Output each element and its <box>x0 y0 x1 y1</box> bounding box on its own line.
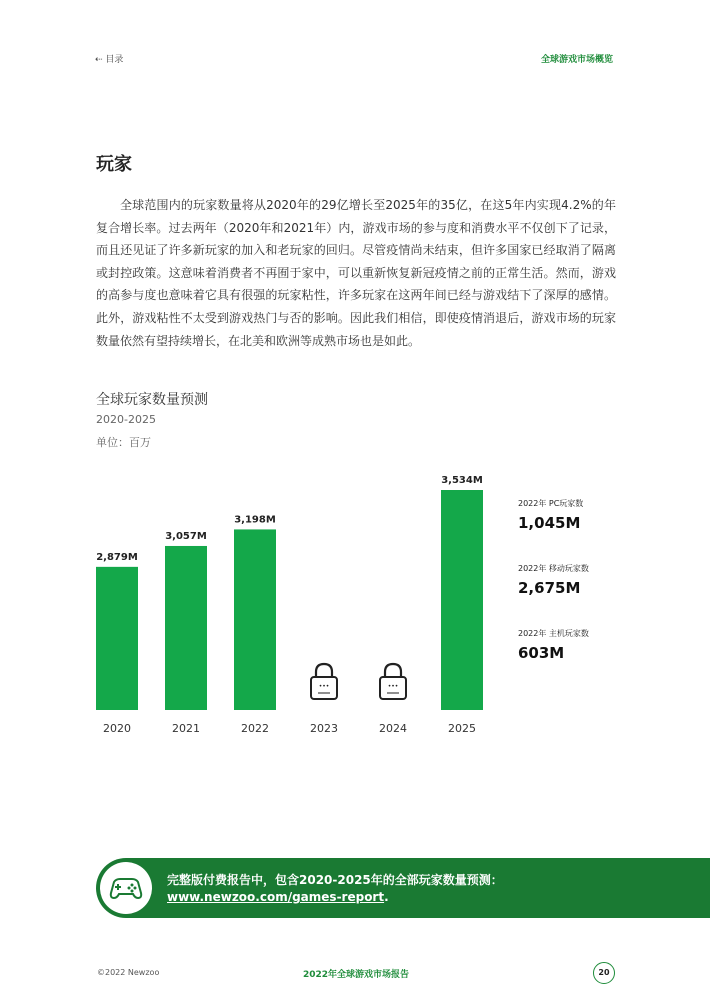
data-label-2022: 3,198M <box>234 514 276 526</box>
stat-console-value: 603M <box>518 644 565 662</box>
banner-text <box>167 872 503 906</box>
page-number: 20 <box>593 962 615 984</box>
data-label-2020: 2,879M <box>96 551 138 563</box>
stat-console <box>518 628 589 662</box>
data-label-2025: 3,534M <box>441 475 483 486</box>
section-title: 全球游戏市场概览 <box>540 55 613 65</box>
body-paragraph: 全球范围内的玩家数量将从2020年的29亿增长至2025年的35亿，在这5年内实现4.2%的年复合增长率。过去两年（2020年和2021年）内，游戏市场的参与度和消费水平不仅创下了记录，而且还见证了许多新玩家的加入和老玩家的回归。尽管疫情尚未结束，但许多国家已经取消了隔离或封控政策。这意味着消费者不再囿于家中，可以重新恢复新冠疫情之前的正常生活。然而，游戏的高参与度也意味着它具有很强的玩家粘性，许多玩家在这两年间已经与游戏结下了深厚的感情。此外，游戏粘性不太受到游戏热门与否的影响。因此我们相信，即使疫情消退后，游戏市场的玩家数量依然有望持续增长，在北美和欧洲等成熟市场也是如此。 <box>96 198 616 348</box>
banner-description: 完整版付费报告中，包含2020-2025年的全部玩家数量预测： <box>167 873 503 887</box>
toc-back-link[interactable]: ⇠ 目录 <box>95 55 124 65</box>
x-tick-2021: 2021 <box>172 722 200 735</box>
bar-2021 <box>165 546 207 710</box>
stat-mobile-label: 2022年 移动玩家数 <box>518 564 589 573</box>
chart-title: 全球玩家数量预测 <box>96 392 208 408</box>
banner-period: . <box>384 890 389 904</box>
stat-pc-label: 2022年 PC玩家数 <box>518 499 584 508</box>
page-title: 玩家 <box>96 154 132 175</box>
player-forecast-chart <box>0 460 500 750</box>
gamepad-icon <box>100 862 152 914</box>
stat-console-label: 2022年 主机玩家数 <box>518 629 589 638</box>
x-tick-2022: 2022 <box>241 722 269 735</box>
bar-2025 <box>441 490 483 710</box>
stat-mobile-value: 2,675M <box>518 579 581 597</box>
chart-subtitle: 2020-2025 <box>96 413 156 426</box>
x-tick-2025: 2025 <box>448 722 476 735</box>
stat-pc-value: 1,045M <box>518 514 581 532</box>
stat-mobile <box>518 563 589 597</box>
svg-text:•••: ••• <box>318 683 330 690</box>
stat-pc <box>518 498 583 532</box>
bar-2020 <box>96 567 138 710</box>
lock-icon <box>380 664 406 699</box>
svg-text:•••: ••• <box>387 683 399 690</box>
footer-copyright: ©2022 Newzoo <box>97 968 160 977</box>
x-tick-2023: 2023 <box>310 722 338 735</box>
x-tick-2020: 2020 <box>103 722 131 735</box>
report-link[interactable]: www.newzoo.com/games-report <box>167 890 385 904</box>
chart-unit: 单位：百万 <box>96 436 151 449</box>
footer-report-title: 2022年全球游戏市场报告 <box>303 970 410 980</box>
lock-icon <box>311 664 337 699</box>
bar-2022 <box>234 529 276 710</box>
gamepad-badge <box>100 862 152 914</box>
data-label-2021: 3,057M <box>165 530 207 542</box>
x-tick-2024: 2024 <box>379 722 407 735</box>
